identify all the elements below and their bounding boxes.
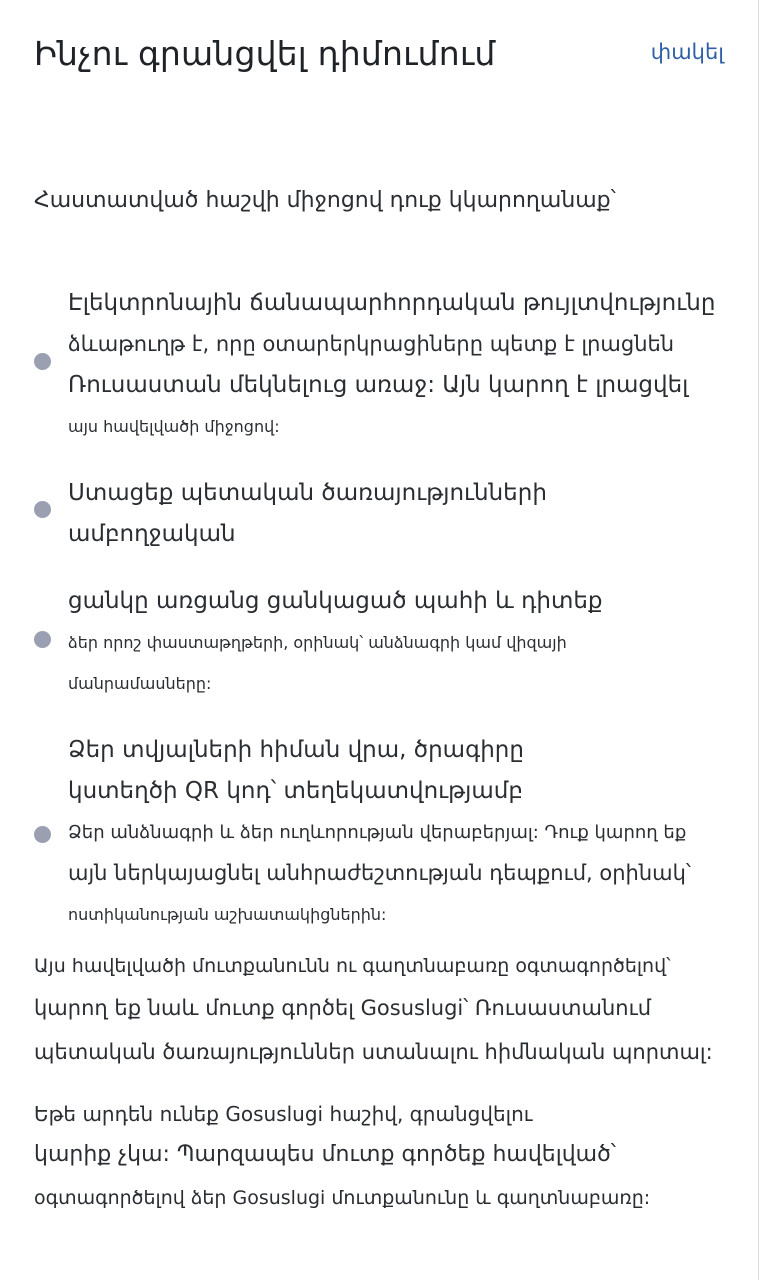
benefit-text bbox=[68, 473, 718, 555]
bullet-icon bbox=[34, 826, 51, 843]
bullet-icon bbox=[34, 631, 51, 648]
benefit-text bbox=[68, 283, 718, 447]
close-link[interactable]: փակել bbox=[650, 40, 724, 64]
benefit-line: Ձեր տվյալների հիման վրա, ծրագիրը bbox=[68, 737, 524, 763]
bullet-icon bbox=[34, 353, 51, 370]
benefit-line: Ձեր անձնագրի և ձեր ուղևորության վերաբերյալ: Դուք կարող եք bbox=[68, 822, 687, 843]
list-item bbox=[0, 730, 758, 935]
existing-account-paragraph bbox=[34, 1096, 718, 1218]
paragraph-line: Եթե արդեն ունեք Gosuslugi հաշիվ, գրանցվելու bbox=[34, 1102, 533, 1126]
benefit-line: ոստիկանության աշխատակիցներին: bbox=[68, 905, 387, 924]
intro-text: Հաստատված հաշվի միջոցով դուք կկարողանաք՝ bbox=[34, 188, 616, 213]
benefit-line: այս հավելվածի միջոցով: bbox=[68, 417, 280, 436]
bullet-icon bbox=[34, 501, 51, 518]
benefit-line: մանրամասները: bbox=[68, 674, 212, 693]
benefit-line: Ստացեք պետական ծառայությունների bbox=[68, 480, 547, 506]
benefit-line: Էլեկտրոնային ճանապարհորդական թույլտվությունը bbox=[68, 290, 716, 316]
benefit-line: ձևաթուղթ է, որը օտարերկրացիները պետք է լրացնեն bbox=[68, 332, 675, 356]
list-item bbox=[0, 473, 758, 555]
list-item bbox=[0, 283, 758, 447]
page-title: Ինչու գրանցվել դիմումում bbox=[34, 34, 496, 73]
paragraph-line: կարող եք նաև մուտք գործել Gosuslugi՝ Ռուսաստանում bbox=[34, 996, 652, 1020]
paragraph-line: պետական ծառայություններ ստանալու հիմնական պորտալ: bbox=[34, 1040, 713, 1064]
benefit-line: այն ներկայացնել անհրաժեշտության դեպքում, օրինակ՝ bbox=[68, 861, 691, 885]
paragraph-line: օգտագործելով ձեր Gosuslugi մուտքանունը և գաղտնաբառը: bbox=[34, 1187, 651, 1209]
benefit-line: ամբողջական bbox=[68, 521, 236, 547]
benefit-line: Ռուսաստան մեկնելուց առաջ: Այն կարող է լրացվել bbox=[68, 372, 689, 398]
paragraph-line: կարիք չկա: Պարզապես մուտք գործեք հավելված՝ bbox=[34, 1142, 616, 1167]
benefit-line: կստեղծի QR կոդ՝ տեղեկատվությամբ bbox=[68, 778, 523, 804]
benefit-text bbox=[68, 581, 718, 704]
benefit-line: ձեր որոշ փաստաթղթերի, օրինակ՝ անձնագրի կամ վիզայի bbox=[68, 633, 567, 652]
benefits-list bbox=[0, 283, 758, 961]
benefit-text bbox=[68, 730, 718, 935]
gosuslugi-paragraph bbox=[34, 946, 718, 1074]
benefit-line: ցանկը առցանց ցանկացած պահի և դիտեք bbox=[68, 588, 603, 614]
list-item bbox=[0, 581, 758, 704]
paragraph-line: Այս հավելվածի մուտքանունն ու գաղտնաբառը օգտագործելով՝ bbox=[34, 955, 671, 977]
